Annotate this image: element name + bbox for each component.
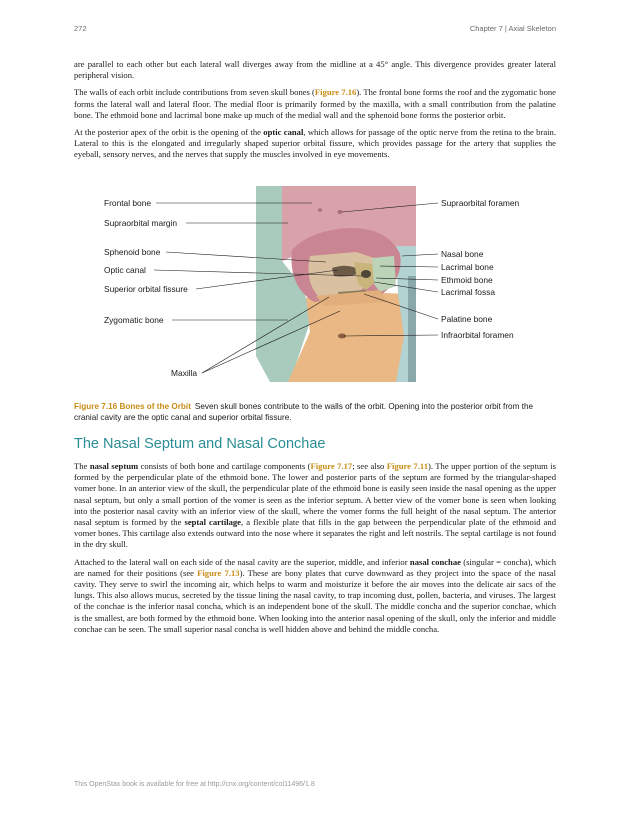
label-frontal-bone: Frontal bone: [104, 198, 152, 208]
orbit-figure: [74, 186, 556, 386]
figure-caption-text: Seven skull bones contribute to the walls of the orbit. Opening into the posterior orbit from the cranial cavity are the optic canal and superior orbital fissure.: [74, 402, 534, 422]
key-term: optic canal: [263, 127, 304, 138]
skull-illustration: [256, 186, 416, 382]
left-labels: [104, 198, 197, 378]
intro-text: [74, 59, 556, 167]
figure-link[interactable]: Figure 7.17: [310, 461, 353, 471]
label-sphenoid-bone: Sphenoid bone: [104, 247, 161, 257]
paragraph: The walls of each orbit include contributions from seven skull bones (Figure 7.16). The frontal bone forms the roof and the zygomatic bone forms the lateral wall and lateral floor. The medial floor is primarily formed by the maxilla, with a small contribution from the palatine bone. The ethmoid bone and lacrimal bone make up much of the medial wall and the sphenoid bone forms the posterior orbit.: [74, 87, 556, 120]
label-zygomatic-bone: Zygomatic bone: [104, 315, 164, 325]
figure-link[interactable]: Figure 7.11: [386, 461, 428, 471]
figure-link[interactable]: Figure 7.13: [197, 567, 240, 578]
orbit-illustration: [74, 186, 556, 386]
key-term: nasal septum: [89, 461, 139, 471]
figure-caption: [74, 401, 556, 423]
figure-link[interactable]: Figure 7.16: [314, 87, 357, 98]
right-labels: [441, 198, 520, 340]
page-number: 272: [74, 24, 87, 33]
section-heading: The Nasal Septum and Nasal Conchae: [74, 436, 326, 452]
paragraph: are parallel to each other but each lateral wall diverges away from the midline at a 45° angle. This divergence provides greater lateral peripheral vision.: [74, 59, 556, 81]
label-supraorbital-margin: Supraorbital margin: [104, 218, 178, 228]
paragraph: The nasal septum consists of both bone and cartilage components (Figure 7.17; see also Figure 7.11). The upper portion of the septum is formed by the perpendicular plate of the ethmoid bone. The lower and posterior parts of the septum are formed by the triangular-shaped vomer bone. In an anterior view of the skull, the perpendicular plate of the ethmoid bone is easily seen inside the nasal opening as the upper nasal septum, but only a small portion of the vomer is seen as the inferior septum. A better view of the vomer bone is seen when looking into the posterior nasal cavity with an inferior view of the skull, where the vomer forms the full height of the nasal septum. The anterior nasal septum is formed by the septal cartilage, a flexible plate that fills in the gap between the perpendicular plate of the ethmoid and vomer bones. This cartilage also extends outward into the nose where it separates the right and left nostrils. The septal cartilage is not found in the dry skull.: [74, 461, 557, 550]
page-footer: This OpenStax book is available for free at http://cnx.org/content/col11496/1.8: [74, 781, 315, 788]
label-maxilla: Maxilla: [171, 368, 198, 378]
label-lacrimal-bone: Lacrimal bone: [441, 262, 494, 272]
paragraph: Attached to the lateral wall on each side of the nasal cavity are the superior, middle, and inferior nasal conchae (singular = concha), which are named for their positions (see Figure 7.13). These are bony plates that curve downward as they project into the space of the nasal cavity. They serve to swirl the incoming air, which helps to warm and moisturize it before the air moves into the delicate air sacs of the lungs. This also allows mucus, secreted by the tissue lining the nasal cavity, to trap incoming dust, pollen, bacteria, and viruses. The largest of the conchae is the inferior nasal concha, which is an independent bone of the skull. The middle concha and the superior conchae, which is the smallest, are both formed by the ethmoid bone. When looking into the anterior nasal opening of the skull, only the inferior and middle conchae can be seen. The small superior nasal concha is well hidden above and behind the middle concha.: [74, 556, 557, 634]
label-lacrimal-fossa: Lacrimal fossa: [441, 287, 495, 297]
label-ethmoid-bone: Ethmoid bone: [441, 275, 493, 285]
key-term: nasal conchae: [409, 556, 461, 567]
section-text: [74, 461, 556, 641]
label-optic-canal: Optic canal: [104, 265, 146, 275]
paragraph: At the posterior apex of the orbit is the opening of the optic canal, which allows for passage of the optic nerve from the retina to the brain. Lateral to this is the elongated and irregularly shaped superior orbital fissure, which provides passage for the artery that supplies the eyeball, sensory nerves, and the nerves that supply the muscles involved in eye movements.: [74, 127, 556, 160]
chapter-title: Chapter 7 | Axial Skeleton: [469, 24, 556, 33]
figure-caption-title: Figure 7.16 Bones of the Orbit: [74, 402, 191, 411]
label-supraorbital-foramen: Supraorbital foramen: [441, 198, 520, 208]
label-palatine-bone: Palatine bone: [441, 314, 493, 324]
label-infraorbital-foramen: Infraorbital foramen: [441, 330, 514, 340]
label-nasal-bone: Nasal bone: [441, 249, 484, 259]
key-term: septal cartilage: [184, 517, 241, 528]
label-superior-orbital-fissure: Superior orbital fissure: [104, 284, 188, 294]
